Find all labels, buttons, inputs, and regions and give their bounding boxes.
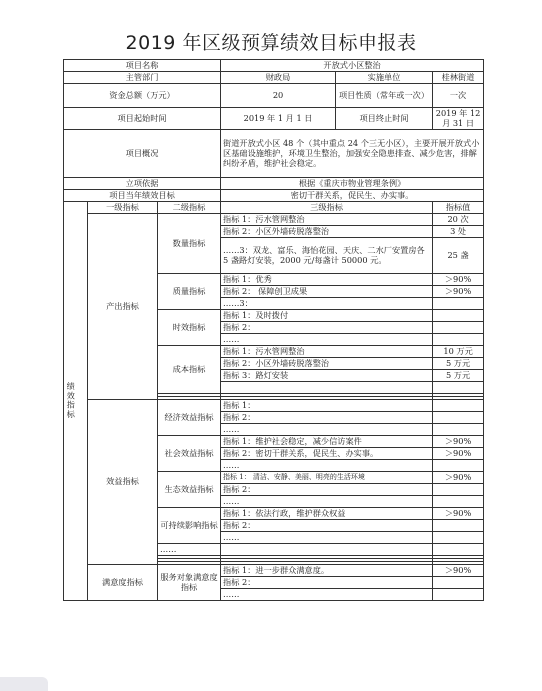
satisfaction-item-2: 指标 2：: [221, 576, 433, 588]
ecological-item-3-value: [433, 495, 484, 507]
social-indicator-label: 社会效益指标: [158, 435, 221, 471]
viewer-corner-tab: [0, 677, 48, 691]
qty-item-3-value: 25 盏: [433, 237, 484, 273]
budget-performance-table: [63, 59, 484, 601]
benefit-more-content: [221, 543, 433, 555]
output-indicator-label: 产出指标: [88, 213, 158, 399]
sustainable-item-3-value: [433, 531, 484, 543]
start-value: 2019 年 1 月 1 日: [221, 108, 336, 130]
economic-item-1: 指标 1：: [221, 399, 433, 411]
timeliness-item-2: 指标 2：: [221, 321, 433, 333]
qty-item-3: ……3：双龙、富乐、海怡花园、天庆、二水厂安置房各 5 盏路灯安装，2000 元/每盏计 50000 元。: [221, 237, 433, 273]
economic-item-2-value: [433, 411, 484, 423]
nature-value: 一次: [433, 84, 484, 108]
basis-label: 立项依据: [64, 177, 221, 189]
goal-label: 项目当年绩效目标: [64, 189, 221, 201]
cost-item-2: 指标 2：小区外墙砖脱落整治: [221, 357, 433, 369]
cost-item-1: 指标 1：污水管网整治: [221, 345, 433, 357]
project-name-label: 项目名称: [64, 60, 221, 72]
benefit-indicator-label: 效益指标: [88, 399, 158, 564]
header-level2: 二级指标: [158, 201, 221, 213]
cost-item-3-value: 5 万元: [433, 369, 484, 381]
fund-label: 资金总额（万元）: [64, 84, 221, 108]
nature-label: 项目性质（常年或一次）: [336, 84, 433, 108]
cost-indicator-label: 成本指标: [158, 345, 221, 393]
sustainable-item-2: 指标 2：: [221, 519, 433, 531]
social-item-2-value: ＞90%: [433, 447, 484, 459]
ecological-indicator-label: 生态效益指标: [158, 471, 221, 507]
perf-side-label: 绩效指标: [64, 201, 88, 600]
end-value: 2019 年 12 月 31 日: [433, 108, 484, 130]
timeliness-item-3: ……: [221, 333, 433, 345]
overview-text: 街道开放式小区 48 个（其中重点 24 个三无小区），主要开展开放式小区基础设施维护，环境卫生整治，加强安全隐患排查、减少危害，排解纠纷矛盾，维护社会稳定。: [221, 129, 484, 177]
social-item-1-value: ＞90%: [433, 435, 484, 447]
social-item-3-value: [433, 459, 484, 471]
quality-item-3: ……3：: [221, 297, 433, 309]
basis-text: 根据《重庆市物业管理条例》: [221, 177, 484, 189]
social-item-2: 指标 2：密切干群关系，促民生、办实事。: [221, 447, 433, 459]
quality-item-2-value: ＞90%: [433, 285, 484, 297]
qty-indicator-label: 数量指标: [158, 213, 221, 273]
quality-indicator-label: 质量指标: [158, 273, 221, 309]
timeliness-item-2-value: [433, 321, 484, 333]
satisfaction-item-1: 指标 1：进一步群众满意度。: [221, 564, 433, 576]
qty-item-1: 指标 1：污水管网整治: [221, 213, 433, 225]
economic-indicator-label: 经济效益指标: [158, 399, 221, 435]
ecological-item-2-value: [433, 483, 484, 495]
economic-item-1-value: [433, 399, 484, 411]
ecological-item-3: ……: [221, 495, 433, 507]
economic-item-2: 指标 2：: [221, 411, 433, 423]
sustainable-item-3: ……: [221, 531, 433, 543]
end-label: 项目终止时间: [336, 108, 433, 130]
qty-item-2: 指标 2：小区外墙砖脱落整治: [221, 225, 433, 237]
sustainable-item-1-value: ＞90%: [433, 507, 484, 519]
benefit-more: ……: [158, 543, 221, 555]
timeliness-item-1-value: [433, 309, 484, 321]
goal-text: 密切干群关系，促民生、办实事。: [221, 189, 484, 201]
satisfaction-item-1-value: ＞90%: [433, 564, 484, 576]
social-item-3: ……: [221, 459, 433, 471]
satisfaction-item-2-value: [433, 576, 484, 588]
dept-label: 主管部门: [64, 72, 221, 84]
project-name: 开放式小区整治: [221, 60, 484, 72]
qty-item-1-value: 20 次: [433, 213, 484, 225]
cost-item-2-value: 5 万元: [433, 357, 484, 369]
satisfaction-item-3: ……: [221, 588, 433, 600]
quality-item-2: 指标 2： 保障创卫成果: [221, 285, 433, 297]
impl-label: 实施单位: [336, 72, 433, 84]
header-level3: 三级指标: [221, 201, 433, 213]
sustainable-item-1: 指标 1：依法行政，维护群众权益: [221, 507, 433, 519]
economic-item-3-value: [433, 423, 484, 435]
benefit-more-value: [433, 543, 484, 555]
timeliness-item-3-value: [433, 333, 484, 345]
cost-item-blank: [221, 381, 433, 393]
ecological-item-1: 指标 1： 清洁、安静、美丽、明亮的生活环境: [221, 471, 433, 483]
satisfaction-item-3-value: [433, 588, 484, 600]
quality-item-3-value: [433, 297, 484, 309]
economic-item-3: ……: [221, 423, 433, 435]
social-item-1: 指标 1：维护社会稳定，减少信访案件: [221, 435, 433, 447]
impl-value: 桂林街道: [433, 72, 484, 84]
page-title: 2019 年区级预算绩效目标申报表: [125, 32, 417, 54]
quality-item-1-value: ＞90%: [433, 273, 484, 285]
overview-label: 项目概况: [64, 129, 221, 177]
satisfaction-indicator-label: 满意度指标: [88, 564, 158, 600]
fund-value: 20: [221, 84, 336, 108]
cost-item-3: 指标 3：路灯安装: [221, 369, 433, 381]
service-satisfaction-label: 服务对象满意度指标: [158, 564, 221, 600]
ecological-item-2: 指标 2：: [221, 483, 433, 495]
header-value: 指标值: [433, 201, 484, 213]
quality-item-1: 指标 1：优秀: [221, 273, 433, 285]
timeliness-item-1: 指标 1：及时拨付: [221, 309, 433, 321]
timeliness-indicator-label: 时效指标: [158, 309, 221, 345]
qty-item-2-value: 3 处: [433, 225, 484, 237]
sustainable-item-2-value: [433, 519, 484, 531]
ecological-item-1-value: ＞90%: [433, 471, 484, 483]
cost-item-blank-value: [433, 381, 484, 393]
cost-item-1-value: 10 万元: [433, 345, 484, 357]
dept-value: 财政局: [221, 72, 336, 84]
sustainable-indicator-label: 可持续影响指标: [158, 507, 221, 543]
start-label: 项目起始时间: [64, 108, 221, 130]
header-level1: 一级指标: [88, 201, 158, 213]
